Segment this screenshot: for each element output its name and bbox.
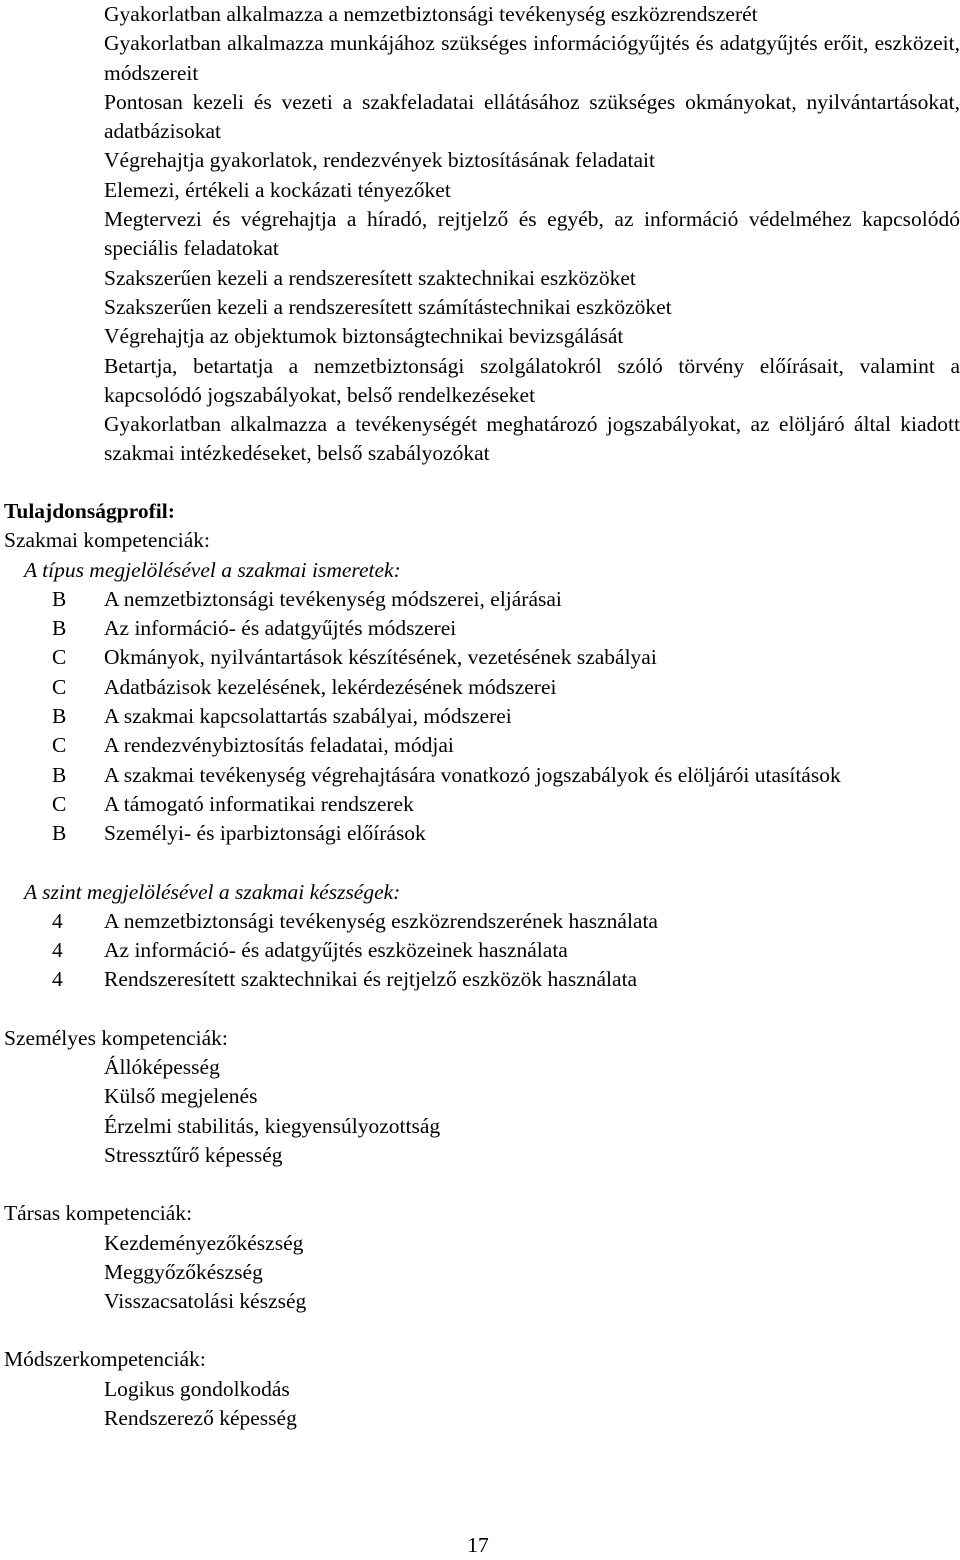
personal-competency: Érzelmi stabilitás, kiegyensúlyozottság (104, 1113, 441, 1138)
knowledge-type-code: C (52, 645, 67, 670)
personal-competency: Állóképesség (104, 1055, 220, 1080)
knowledge-item (4, 614, 960, 643)
knowledge-item (4, 819, 960, 848)
task-item: Szakszerűen kezeli a rendszeresített számítástechnikai eszközöket (104, 294, 672, 319)
knowledge-text: A támogató informatikai rendszerek (104, 791, 414, 816)
knowledge-type-code: B (52, 704, 67, 729)
task-item: Szakszerűen kezeli a rendszeresített szaktechnikai eszközöket (104, 265, 636, 290)
task-item: Pontosan kezeli és vezeti a szakfeladatai ellátásához szükséges okmányokat, nyilvántartásokat, adatbázisokat (104, 89, 960, 144)
knowledge-type-code: B (52, 586, 67, 611)
knowledge-type-code: B (52, 616, 67, 641)
skill-level-code: 4 (52, 908, 63, 933)
social-competency: Kezdeményezőkészség (104, 1230, 304, 1255)
knowledge-text: A nemzetbiztonsági tevékenység módszerei, eljárásai (104, 586, 562, 611)
knowledge-type-code: C (52, 674, 67, 699)
property-profile (4, 497, 960, 1433)
page-number: 17 (467, 1533, 489, 1557)
spacer (4, 995, 960, 1024)
skills-list (4, 907, 960, 995)
knowledge-item (4, 731, 960, 760)
spacer (4, 1170, 960, 1199)
knowledge-list (4, 585, 960, 849)
skill-item (4, 907, 960, 936)
social-competencies-heading: Társas kompetenciák: (4, 1201, 193, 1226)
task-item: Megtervezi és végrehajtja a híradó, rejtjelző és egyéb, az információ védelméhez kapcsolódó speciális feladatokat (104, 207, 960, 261)
personal-competency: Külső megjelenés (104, 1084, 258, 1109)
social-competency: Visszacsatolási készség (104, 1289, 307, 1314)
task-item: Elemezi, értékeli a kockázati tényezőket (104, 177, 451, 202)
skill-item (4, 936, 960, 965)
spacer (4, 849, 960, 878)
skill-level-code: 4 (52, 938, 63, 963)
skill-text: Az információ- és adatgyűjtés eszközeinek használata (104, 938, 568, 963)
skill-text: Rendszeresített szaktechnikai és rejtjelző eszközök használata (104, 967, 638, 992)
task-item: Gyakorlatban alkalmazza a nemzetbiztonsági tevékenység eszközrendszerét (104, 2, 758, 26)
personal-competencies-heading: Személyes kompetenciák: (4, 1025, 228, 1050)
knowledge-item (4, 761, 960, 790)
social-competency: Meggyőzőkészség (104, 1259, 263, 1284)
spacer (4, 1316, 960, 1345)
knowledge-item (4, 702, 960, 731)
task-item: Végrehajtja gyakorlatok, rendezvények biztosításának feladatait (104, 148, 655, 173)
method-competencies-heading: Módszerkompetenciák: (4, 1347, 206, 1372)
knowledge-item (4, 673, 960, 702)
knowledge-text: A szakmai tevékenység végrehajtására vonatkozó jogszabályok és elöljárói utasítások (104, 762, 841, 787)
knowledge-text: Adatbázisok kezelésének, lekérdezésének módszerei (104, 674, 557, 699)
knowledge-item (4, 643, 960, 672)
method-competency: Rendszerező képesség (104, 1406, 297, 1431)
personal-competency: Stressztűrő képesség (104, 1142, 283, 1167)
knowledge-item (4, 585, 960, 614)
profile-heading: Tulajdonságprofil: (4, 499, 175, 523)
skill-level-code: 4 (52, 967, 63, 992)
knowledge-type-code: B (52, 762, 67, 787)
knowledge-text: Okmányok, nyilvántartások készítésének, vezetésének szabályai (104, 645, 657, 670)
knowledge-text: A szakmai kapcsolattartás szabályai, módszerei (104, 704, 512, 729)
method-competency: Logikus gondolkodás (104, 1376, 290, 1401)
skill-text: A nemzetbiztonsági tevékenység eszközrendszerének használata (104, 908, 658, 933)
task-item: Végrehajtja az objektumok biztonságtechnikai bevizsgálását (104, 324, 624, 349)
skill-item (4, 965, 960, 994)
knowledge-type-code: B (52, 821, 67, 846)
knowledge-heading: A típus megjelölésével a szakmai ismeretek: (24, 557, 401, 582)
task-item: Betartja, betartatja a nemzetbiztonsági szolgálatokról szóló törvény előírásait, valamint a kapcsolódó jogszabályokat, belső rendelkezéseket (104, 353, 960, 407)
task-item: Gyakorlatban alkalmazza a tevékenységét meghatározó jogszabályokat, az elöljáró által kiadott szakmai intézkedéseket, belső szabályozókat (104, 412, 960, 466)
knowledge-type-code: C (52, 733, 67, 758)
task-list (104, 0, 960, 469)
professional-competencies-heading: Szakmai kompetenciák: (4, 528, 210, 553)
knowledge-text: Személyi- és iparbiztonsági előírások (104, 821, 426, 846)
task-item: Gyakorlatban alkalmazza munkájához szükséges információgyűjtés és adatgyűjtés erőit, eszközeit, módszereit (104, 31, 960, 85)
knowledge-text: A rendezvénybiztosítás feladatai, módjai (104, 733, 454, 758)
knowledge-text: Az információ- és adatgyűjtés módszerei (104, 616, 457, 641)
skills-heading: A szint megjelölésével a szakmai készségek: (24, 879, 401, 904)
knowledge-type-code: C (52, 791, 67, 816)
knowledge-item (4, 790, 960, 819)
